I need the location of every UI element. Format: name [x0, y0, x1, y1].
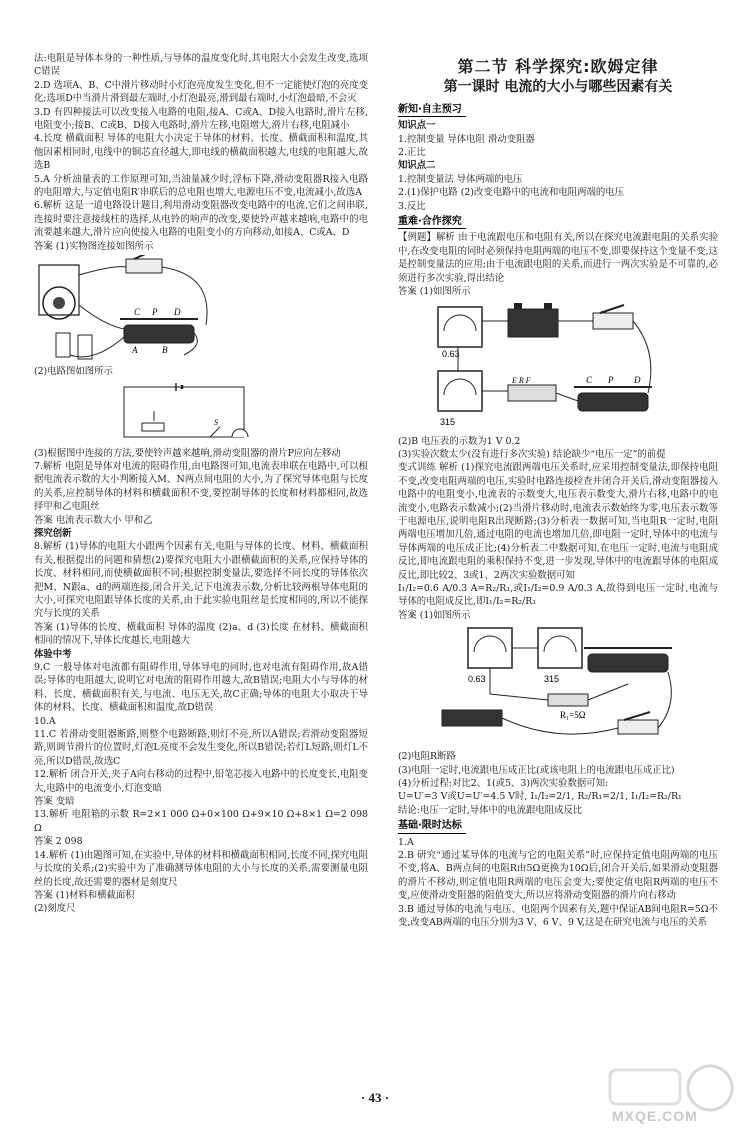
answer-line: 结论:电压一定时,导体中的电流跟电阻成反比	[398, 804, 583, 816]
answer-line: (3)实验次数太少(没有进行多次实验) 结论缺少“电压一定”的前提	[398, 448, 666, 460]
svg-text:D: D	[634, 374, 641, 385]
answer-line: 答案 变暗	[34, 796, 75, 808]
experiment-circuit-figure-2	[428, 624, 688, 748]
knowledge-point-heading: 知识点二	[398, 160, 436, 172]
answer-line: 答案 (1)如图所示	[398, 609, 471, 621]
watermark-text: MXQE.COM	[612, 1108, 698, 1124]
answer-line: (3)根据图中连接的方法,要使铃声越来越响,滑动变阻器的滑片P应向左移动	[34, 447, 341, 459]
page-number: · 43 ·	[360, 1090, 390, 1105]
answer-line: 答案 (1)实物图连接如图所示	[34, 240, 154, 252]
answer-line: 1.控制变量 导体电阻 滑动变阻器	[398, 133, 535, 145]
physical-circuit-figure	[34, 255, 234, 363]
answer-paragraph: 5.A 分析油量表的工作原理可知,当油量减少时,浮标下降,滑动变阻器R接入电路的电阻增大,与定值电阻R′串联后的总电阻也增大,电源电压不变,电流减小,故选A	[34, 173, 368, 199]
resistor-label: R₁=5Ω	[560, 710, 586, 721]
right-column	[398, 52, 718, 929]
experiment-circuit-figure-1	[428, 301, 668, 433]
svg-text:C: C	[586, 374, 593, 385]
voltmeter-scale-label: 315	[544, 674, 560, 685]
svg-text:C: C	[134, 307, 141, 318]
answer-paragraph: 9.C 一般导体对电流都有阻碍作用,导体导电的同时,也对电流有阻碍作用,故A错误;导体的电阻越大,说明它对电流的阻碍作用越大,故B错误;电阻大小与导体的材料、长度、横截面积有关,与电流、电压无关,故C正确;导体的电阻大小取决于导体的材料、长度、横截面积和温度,故D错误	[34, 662, 368, 714]
answer-line: (4)分析过程:对比2、1(或5、3)两次实验数据可知:	[398, 778, 609, 789]
answer-line: 答案 电流表示数大小 甲和乙	[34, 514, 153, 526]
answer-line: (2)B 电压表的示数为1 V 0.2	[398, 435, 521, 447]
answer-paragraph: 11.C 若滑动变阻器断路,则整个电路断路,则灯不亮,所以A错误;若滑动变阻器短路,则调节滑片的位置时,灯泡L亮度不会发生变化,所以B错误;若灯L短路,则灯L不亮,所以D错误,故选C	[34, 729, 368, 767]
formula-line: U=U′=3 V或U=U′=4.5 V时, I₁/I₂=2/1, R₂/R₁=2/1, I₁/I₂=R₂/R₁	[398, 791, 682, 803]
answer-paragraph: 10.A	[34, 715, 56, 727]
section-heading: 探究创新	[34, 527, 72, 539]
answer-line: (2)电阻R断路	[398, 751, 456, 763]
svg-text:P: P	[152, 307, 158, 318]
answer-paragraph: 4.长度 横截面积 导体的电阻大小决定于导体的材料、长度、横截面积和温度,其他因素相同时,电线中的铜芯直径越大,即电线的横截面积越大,电线的电阻越大,故选B	[34, 133, 368, 172]
answer-paragraph: 2.D 选项A、B、C中滑片移动时小灯泡亮度发生变化,但不一定能使灯泡的亮度变化;选项D中当滑片滑到最左端时,小灯泡最亮,滑到最右端时,小灯泡最暗,不会灭	[34, 79, 368, 105]
answer-paragraph: 6.解析 这是一道电路设计题目,利用滑动变阻器改变电路中的电流,它们之间串联,连接时要注意接线柱的选择,从电铃的响声的改变,要使铃声越来越响,电路中的电流要越来越大,滑片应向使接入电路的电阻变小的方向移动,如接A、C或A、D	[34, 200, 368, 239]
answer-line: 答案 (1)材料和横截面积	[34, 889, 135, 901]
answer-paragraph: 法:电阻是导体本身的一种性质,与导体的温度变化时,其电阻大小会发生改变,选项C错误	[34, 53, 368, 78]
answer-paragraph: 3.B 通过导体的电流与电压、电阻两个因素有关,题中保证AB间电阻R=5Ω不变,改变AB两端的电压分别为3 V、6 V、9 V,这是在研究电流与电压的关系	[398, 903, 718, 929]
answer-line: (2)刻度尺	[34, 903, 76, 915]
answer-paragraph: 8.解析 (1)导体的电阻大小跟两个因素有关,电阻与导体的长度、材料、横截面积有关,根据提出的问题和猜想(2)要探究电阻大小跟横截面积的关系,应保持导体的长度、材料相同,而使横截面积不同;根据控制变量法,要选择不同长度的导体依次把M、N跟a、d的两端连接,闭合开关,记下电流表示数,分析比较两根导体电阻的大小,可探究电阻跟导体长度的关系,由于此实验电阻丝是长度相同的,所以不能探究与长度的关系	[34, 541, 368, 620]
voltmeter-scale-label: 315	[440, 416, 456, 427]
svg-text:B: B	[162, 345, 168, 356]
answer-line: 3.反比	[398, 200, 426, 212]
answer-line: 答案 (1)如图所示	[398, 286, 471, 298]
answer-line: (3)电阻一定时,电流跟电压成正比(或该电阻上的电流跟电压成正比)	[398, 764, 675, 776]
section-bar: 重难·合作探究	[398, 215, 466, 229]
answer-paragraph: 14.解析 (1)由题图可知,在实验中,导体的材料和横截面积相同,长度不同,探究电阻与长度的关系;(2)实验中为了准确测导体电阻的大小与长度的关系,需要测量电阻丝的长度,故还需要的器材是刻度尺	[34, 849, 368, 888]
answer-line: 2.正比	[398, 147, 426, 159]
svg-text:S: S	[214, 417, 218, 427]
section-bar: 新知·自主预习	[398, 103, 466, 117]
answer-line: 答案 (1)导体的长度、横截面积 导体的温度 (2)a、d (3)长度 在材料、横截面积相同的情况下,导体长度越长,电阻越大	[34, 621, 368, 647]
knowledge-point-heading: 知识点一	[398, 120, 436, 132]
example-paragraph: 【例题】解析 由于电流跟电压和电阻有关,所以在探究电流跟电阻的关系实验中,在改变电阻的同时必须保持电阻两端的电压不变,即要保持这个变量不变,这是控制变量法的应用;由于电流跟电阻的关系,而进行一两次实验是不可靠的,必须进行多次实验,得出结论	[398, 232, 718, 284]
lesson-title: 第一课时 电流的大小与哪些因素有关	[443, 79, 673, 96]
svg-text:A: A	[132, 345, 138, 356]
answer-paragraph: 2.B 研究“通过某导体的电流与它的电阻关系”时,应保持定值电阻两端的电压不变,将A、B两点间的电阻R由5Ω更换为10Ω后,闭合开关后,如果滑动变阻器的滑片不移动,则定值电阻R两端的电压会变大;要使定值电阻R两端的电压不变,应使滑动变阻器的阻值变大,所以应将滑动变阻器的滑片向右移动	[398, 850, 718, 902]
answer-line: 1.A	[398, 836, 414, 848]
section-heading: 体验中考	[34, 648, 72, 660]
section-title: 第二节 科学探究:欧姆定律	[457, 57, 659, 76]
svg-text:P: P	[608, 374, 614, 385]
variation-paragraph: 变式训练 解析 (1)探究电流跟两端电压关系时,应采用控制变量法,即保持电阻不变,改变电阻两端的电压,实验时电路连接检查并闭合开关后,滑动变阻器接入电路中的电阻变小,电流表的示数变大,电压表示数变大,滑片右移,电路中的电流变小,电路表示数减小;(2)当滑片移动时,电流表示数始终为零,电压表示数等于电源电压,说明电阻R出现断路;(3)分析表一数据可知,当电阻R一定时,电阻两端电压增加几倍,通过电阻的电流也增加几倍,即电阻一定时,导体中的电流与导体两端的电压成正比;(4)分析表二中数据可知,在电压一定时,电流与电阻成反比,即电流跟电阻的乘积保持不变,进一步发现,导体中的电流跟导体的电阻成反比,即比较2、3或1、2两次实验数据可知	[398, 462, 718, 581]
answer-paragraph: 13.解析 电阻箱的示数 R=2×1 000 Ω+0×100 Ω+9×10 Ω+8×1 Ω=2 098 Ω	[34, 809, 368, 834]
ammeter-scale-label: 0.63	[468, 674, 486, 685]
section-bar: 基础·限时达标	[398, 819, 466, 833]
left-column	[34, 52, 368, 916]
circuit-diagram	[114, 381, 274, 445]
ammeter-scale-label: 0.63	[442, 348, 460, 359]
svg-text:D: D	[174, 307, 181, 318]
answer-paragraph: 7.解析 电阻是导体对电流的阻碍作用,由电路图可知,电流表串联在电路中,可以根据电流表示数的大小判断接入M、N两点间电阻的大小,为了探究导体电阻与长度的关系,应控制导体的材料和横截面积不变,要控制导体的长度和材料都相同,故选择甲和乙电阻丝	[34, 460, 368, 513]
answer-line: 2.(1)保护电路 (2)改变电路中的电流和电阻两端的电压	[398, 187, 624, 199]
answer-paragraph: 3.D 有四种接法可以改变接入电路的电阻,接A、C或A、D接入电路时,滑片左移,电阻变小;接B、C或B、D接入电路时,滑片左移,电阻增大,滑片右移,电阻减小	[34, 106, 368, 132]
answer-line: 1.控制变量法 导体两端的电压	[398, 173, 523, 185]
answer-line: (2)电路图如图所示	[34, 366, 113, 378]
answer-paragraph: 12.解析 闭合开关,夹子A向右移动的过程中,铅笔芯接入电路中的长度变长,电阻变大,电路中的电流变小,灯泡变暗	[34, 769, 368, 794]
svg-text:E R F: E R F	[512, 375, 531, 385]
fraction-line: I₁/I₂=0.6 A/0.3 A=R₂/R₁,或I₁/I₂=0.9 A/0.3 A,故得到电压一定时,电流与导体的电阻成反比,即I₁/I₂=R₂/R₁	[398, 582, 718, 608]
answer-line: 答案 2 098	[34, 836, 83, 848]
